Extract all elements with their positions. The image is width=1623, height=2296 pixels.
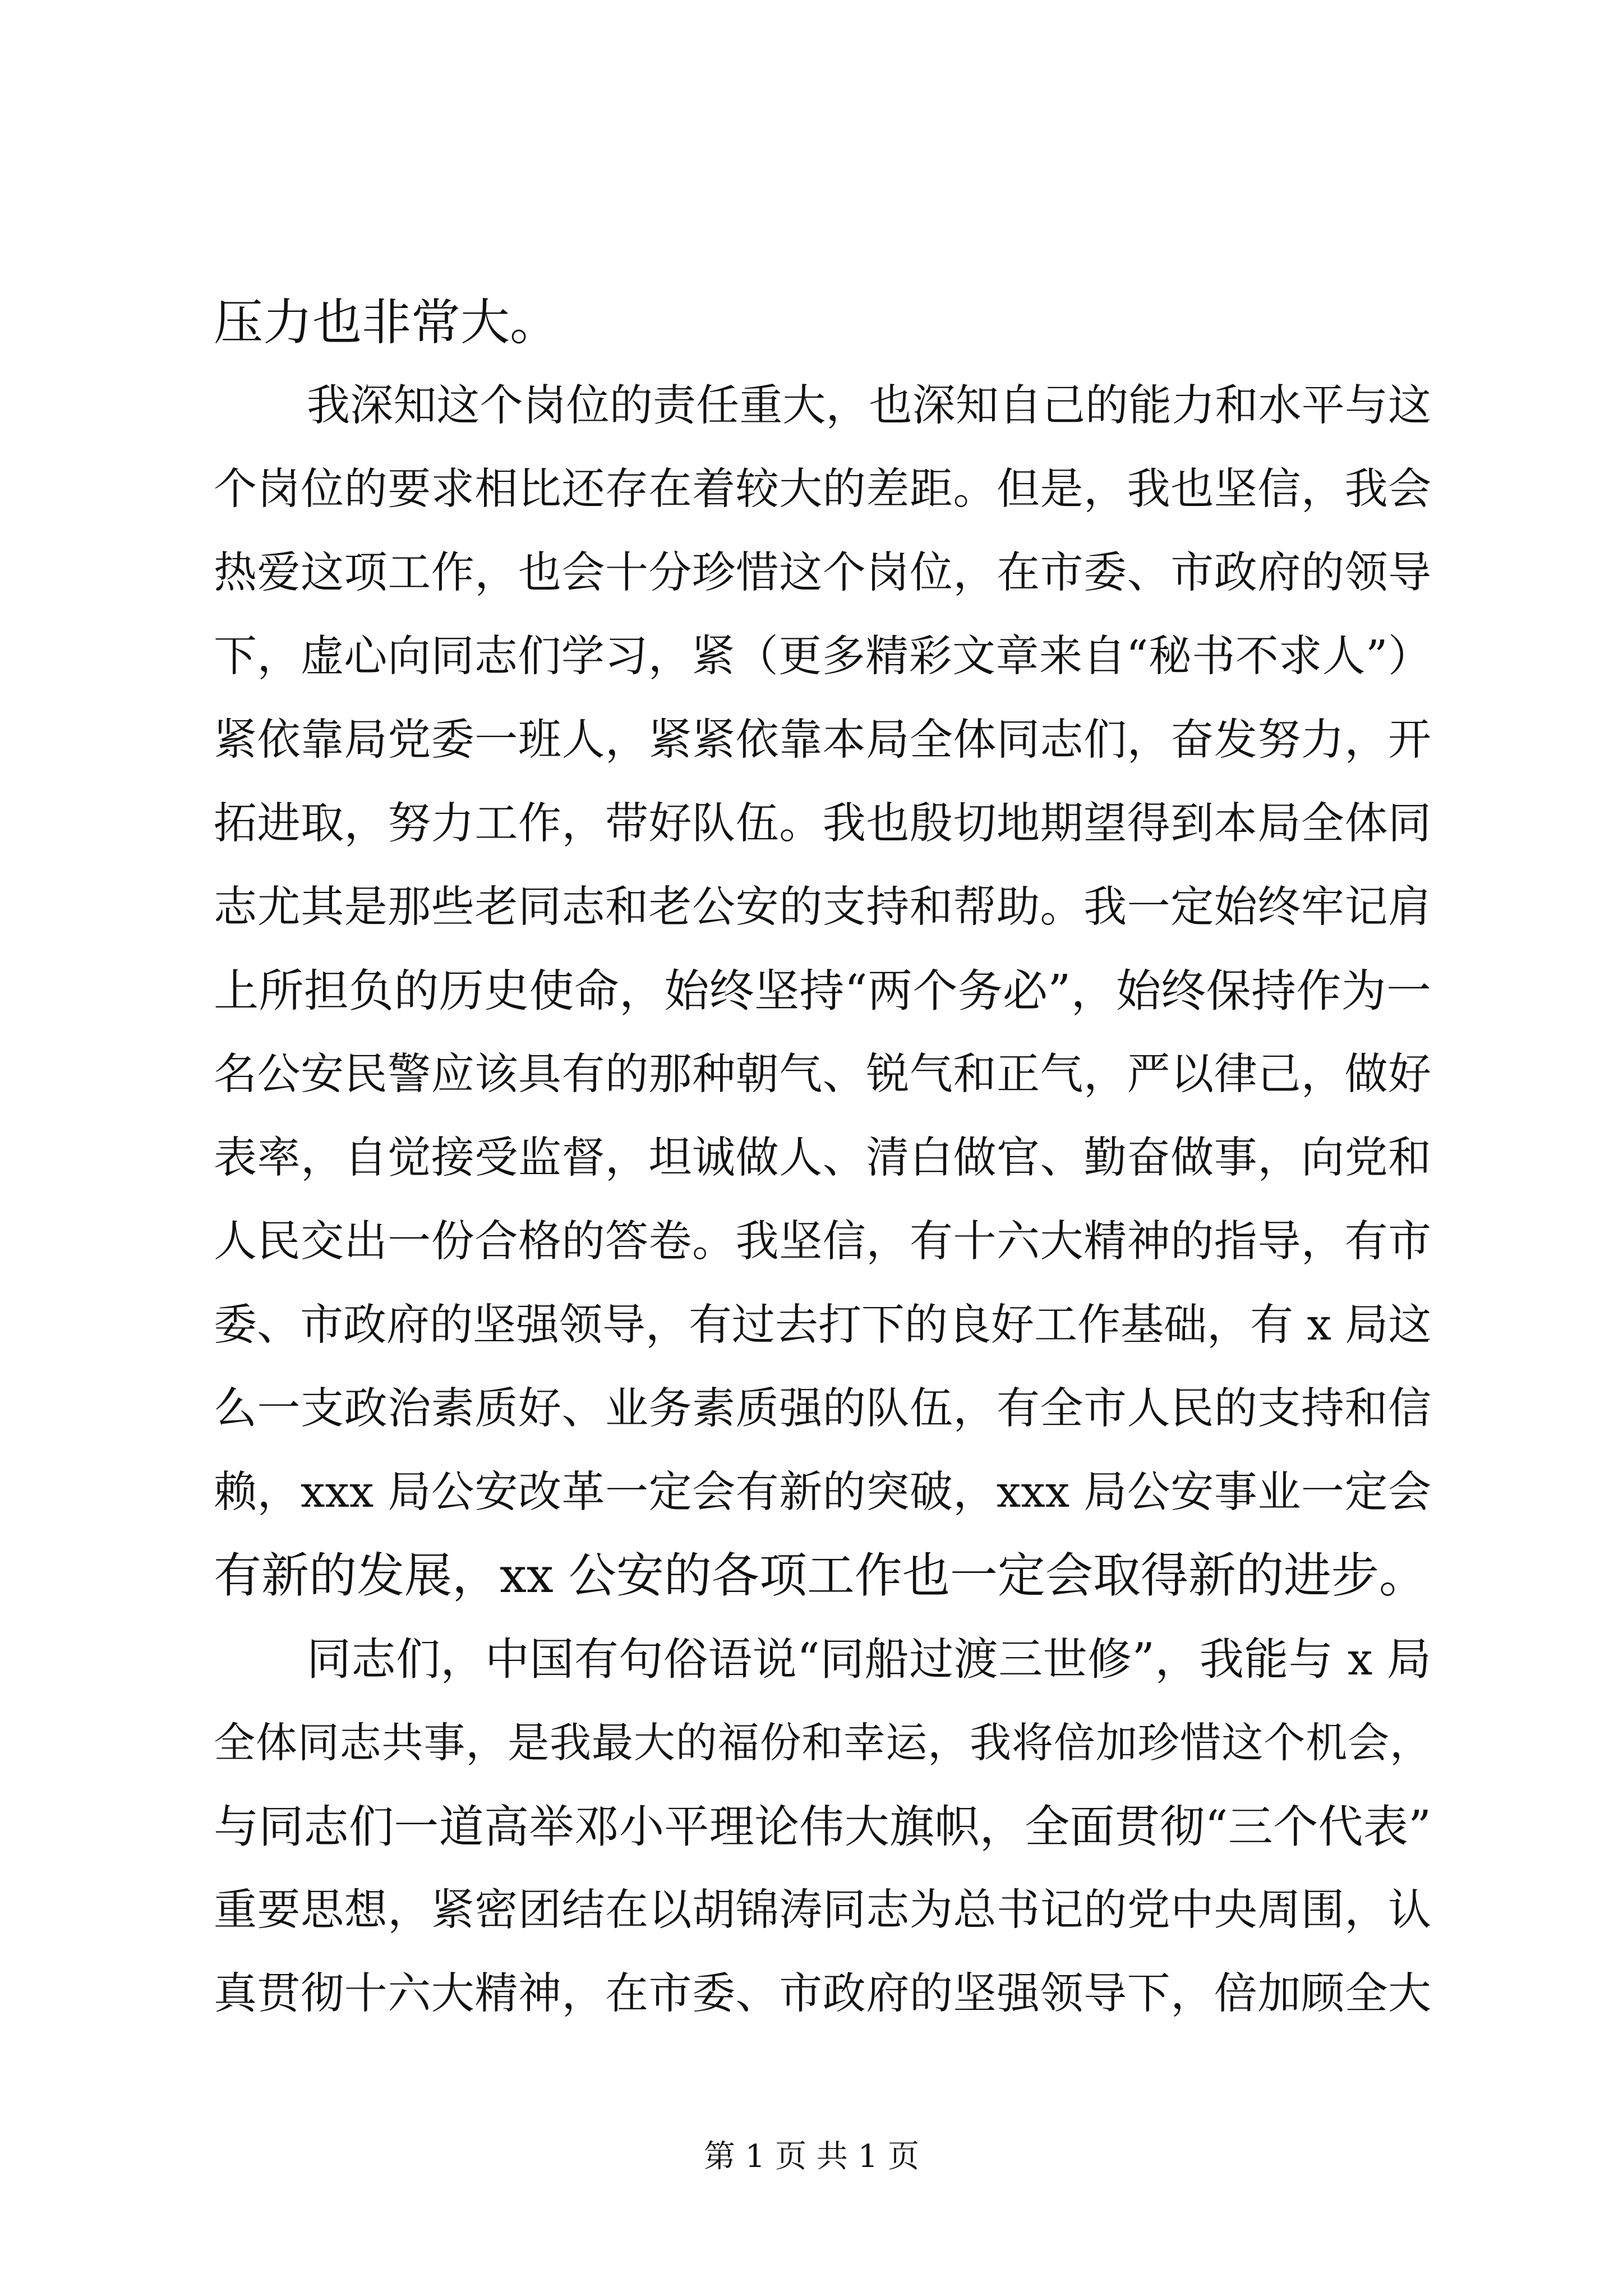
- text-line: 重要思想，紧密团结在以胡锦涛同志为总书记的党中央周围，认: [214, 1885, 1431, 1935]
- text-line: 同志们，中国有句俗语说“同船过渡三世修”，我能与 x 局: [307, 1634, 1431, 1685]
- text-line: 名公安民警应该具有的那种朝气、锐气和正气，严以律己，做好: [214, 1050, 1431, 1099]
- page-number: 第 1 页 共 1 页: [703, 2138, 920, 2175]
- text-line: 表率，自觉接受监督，坦诚做人、清白做官、勤奋做事，向党和: [214, 1133, 1431, 1183]
- text-line: 压力也非常大。: [214, 293, 560, 351]
- body-text: [214, 280, 1431, 2036]
- text-line: 全体同志共事，是我最大的福份和幸运，我将倍加珍惜这个机会，: [214, 1719, 1431, 1767]
- page-footer: [0, 2132, 1623, 2182]
- text-line: 拓进取，努力工作，带好队伍。我也殷切地期望得到本局全体同: [214, 799, 1431, 849]
- text-line: 下，虚心向同志们学习，紧（更多精彩文章来自“秘书不求人”）: [214, 632, 1431, 682]
- text-line: 么一支政治素质好、业务素质强的队伍，有全市人民的支持和信: [214, 1384, 1431, 1434]
- text-line: 志尤其是那些老同志和老公安的支持和帮助。我一定始终牢记肩: [214, 882, 1431, 932]
- text-line: 个岗位的要求相比还存在着较大的差距。但是，我也坚信，我会: [214, 464, 1431, 514]
- text-line: 委、市政府的坚强领导，有过去打下的良好工作基础，有 x 局这: [214, 1300, 1432, 1350]
- text-line: 上所担负的历史使命，始终坚持“两个务必”，始终保持作为一: [214, 965, 1431, 1017]
- text-line: 紧依靠局党委一班人，紧紧依靠本局全体同志们，奋发努力，开: [214, 715, 1431, 765]
- text-line: 真贯彻十六大精神，在市委、市政府的坚强领导下，倍加顾全大: [214, 1969, 1431, 2019]
- text-line: 人民交出一份合格的答卷。我坚信，有十六大精神的指导，有市: [214, 1217, 1431, 1267]
- text-line: 热爱这项工作，也会十分珍惜这个岗位，在市委、市政府的领导: [214, 548, 1431, 598]
- text-line: 与同志们一道高举邓小平理论伟大旗帜，全面贯彻“三个代表”: [214, 1801, 1431, 1853]
- text-line: 有新的发展，xx 公安的各项工作也一定会取得新的进步。: [214, 1548, 1427, 1604]
- text-line: 赖，xxx 局公安改革一定会有新的突破，xxx 局公安事业一定会: [214, 1467, 1431, 1517]
- text-line: 我深知这个岗位的责任重大，也深知自己的能力和水平与这: [307, 381, 1431, 431]
